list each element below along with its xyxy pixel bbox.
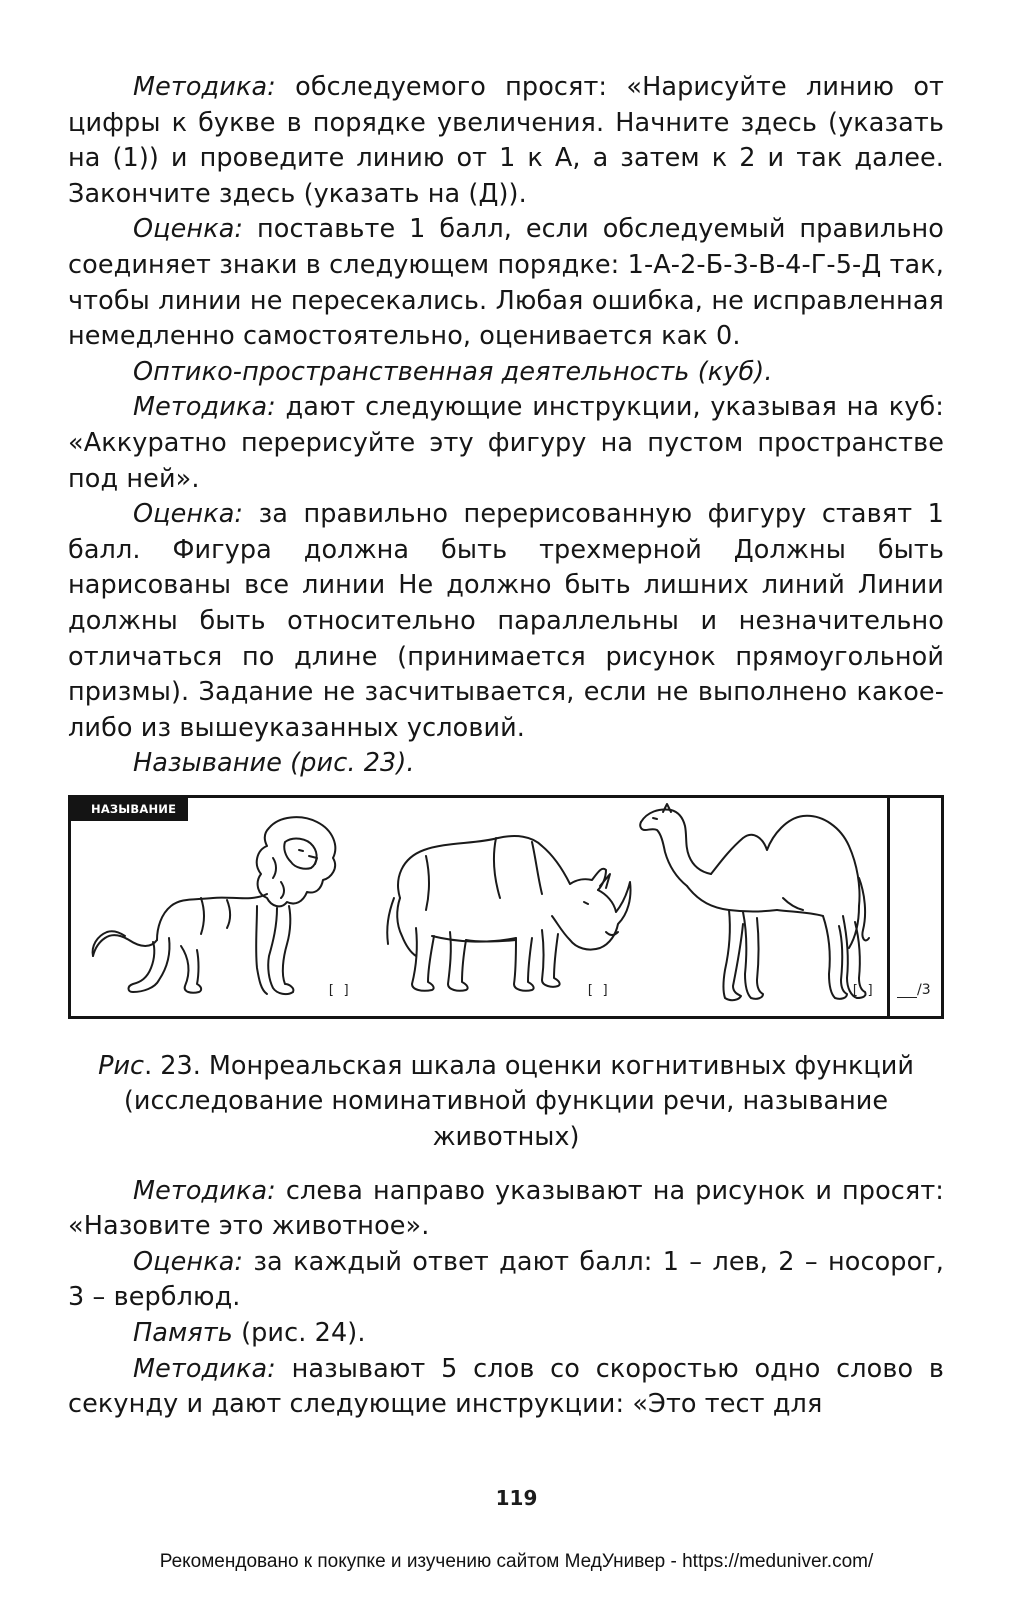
score-total [897, 982, 931, 998]
paragraph-lead: Оценка: [133, 1246, 244, 1277]
score-blank [897, 985, 917, 998]
paragraph-lead: Методика: [133, 72, 276, 102]
figure-naming-test [68, 795, 944, 1019]
paragraph-lead: Память [133, 1318, 233, 1349]
paragraph-score-naming [68, 1245, 944, 1316]
paragraphs-after-figure [68, 1174, 944, 1423]
paragraph-text: называют 5 слов со скоростью одно слово в секунду и дают следующие инструкции: «Это тест для [68, 1353, 944, 1420]
paragraph-score-trail [68, 212, 944, 354]
paragraph-text: поставьте 1 балл, если обследуемый правильно соединяет знаки в следующем порядке: 1-А-2-Б-3-В-4-Г-5-Д так, чтобы линии не пересекались. Любая ошибка, не исправленная немедленно самостоятельно, оценивается как 0. [68, 214, 944, 352]
paragraph-text: за правильно перерисованную фигуру ставят 1 балл. Фигура должна быть трехмерной Должны быть нарисованы все линии Не должно быть лишних линий Линии должны быть относительно параллельны и незначительно отличаться по длине (принимается рисунок прямоугольной призмы). Задание не засчитывается, если не выполнено какое-либо из вышеуказанных условий. [68, 499, 944, 743]
paragraph-method-cube [68, 390, 944, 497]
figure-divider [887, 798, 890, 1016]
paragraph-text: (рис. 24). [232, 1318, 366, 1349]
lion-illustration [81, 798, 341, 1016]
paragraph-text: дают следующие инструкции, указывая на куб: «Аккуратно перерисуйте эту фигуру на пустом пространстве под ней». [68, 392, 944, 494]
score-checkbox-lion: [ ] [327, 982, 351, 998]
score-checkbox-camel: [ ] [851, 982, 875, 998]
page-body [68, 70, 944, 1423]
footer-note: Рекомендовано к покупке и изучению сайтом МедУнивер - https://meduniver.com/ [159, 1551, 874, 1572]
paragraph-score-cube [68, 497, 944, 746]
section-heading-memory [68, 1316, 944, 1352]
figure-caption [68, 1049, 944, 1156]
section-heading-cube [68, 355, 944, 391]
paragraph-lead: Методика: [133, 1353, 276, 1384]
paragraph-lead: Оценка: [133, 499, 244, 530]
score-checkbox-rhino: [ ] [586, 982, 610, 998]
paragraph-lead: Называние (рис. 23). [133, 748, 415, 779]
paragraph-text: обследуемого просят: «Нарисуйте линию от цифры к букве в порядке увеличения. Начните здесь (указать на (1)) и проведите линию от 1 к А, а затем к 2 и так далее. Закончите здесь (указать на (Д)). [68, 72, 944, 209]
caption-lead: Рис [98, 1050, 145, 1081]
paragraph-method-trail [68, 70, 944, 212]
paragraph-method-naming [68, 1174, 944, 1245]
paragraph-lead: Оптико-пространственная деятельность (куб). [133, 356, 773, 387]
paragraph-lead: Оценка: [133, 214, 244, 245]
paragraph-lead: Методика: [133, 1175, 276, 1206]
figure-tag: НАЗЫВАНИЕ [71, 798, 188, 821]
paragraph-method-memory [68, 1352, 944, 1423]
section-heading-naming [68, 746, 944, 782]
paragraph-lead: Методика: [133, 392, 276, 423]
caption-text: . 23. Монреальская шкала оценки когнитивных функций (исследование номинативной функции речи, называние животных) [123, 1050, 914, 1153]
camel-illustration [633, 798, 883, 1016]
score-total-label: /3 [917, 981, 931, 998]
paragraph-text: за каждый ответ дают балл: 1 – лев, 2 – носорог, 3 – верблюд. [68, 1246, 944, 1313]
page-number: 119 [495, 1486, 538, 1510]
paragraph-text: слева направо указывают на рисунок и просят: «Назовите это животное». [68, 1175, 944, 1242]
